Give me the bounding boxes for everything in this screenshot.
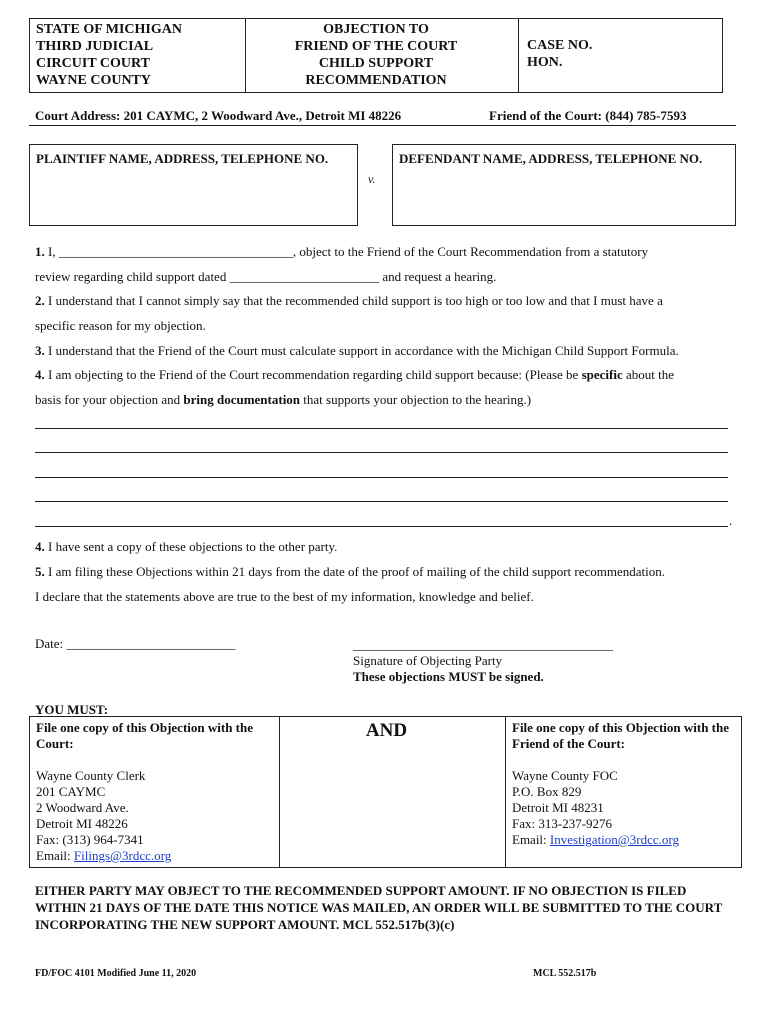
- objection-reason-line[interactable]: [35, 526, 728, 527]
- objection-reason-line[interactable]: [35, 452, 728, 453]
- court-address-line: Wayne County Clerk: [36, 768, 146, 783]
- item1-line1[interactable]: [35, 244, 735, 260]
- title-line: FRIEND OF THE COURT: [294, 39, 458, 54]
- item-text: about the: [622, 367, 674, 382]
- court-line: STATE OF MICHIGAN: [36, 22, 182, 37]
- court-name: [30, 19, 246, 92]
- warning-notice: EITHER PARTY MAY OBJECT TO THE RECOMMENDED SUPPORT AMOUNT. IF NO OBJECTION IS FILED WITHIN 21 DAYS OF THE DATE THIS NOTICE WAS MAILED, AN ORDER WILL BE SUBMITTED TO THE COURT INCORPORATING THE NEW SUPPORT AMOUNT. MCL 552.517b(3)(c): [35, 883, 723, 932]
- objection-reason-line[interactable]: [35, 477, 728, 478]
- item-number: 4.: [35, 367, 45, 382]
- emphasis: bring documentation: [183, 392, 301, 407]
- foc-fax: Fax: 313-237-9276: [512, 816, 613, 831]
- foc-email-link[interactable]: Investigation@3rdcc.org: [549, 832, 679, 847]
- court-fax: Fax: (313) 964-7341: [36, 832, 144, 847]
- court-address-line: 2 Woodward Ave.: [36, 800, 129, 815]
- item-text: I understand that the Friend of the Court must calculate support in accordance with the Michigan Child Support Formula.: [44, 343, 679, 358]
- signature-note: These objections MUST be signed.: [353, 669, 544, 684]
- defendant-label: DEFENDANT NAME, ADDRESS, TELEPHONE NO.: [399, 151, 703, 166]
- item-text: I am filing these Objections within 21 days from the date of the proof of mailing of the child support recommendation.: [44, 564, 665, 579]
- item-text: I have sent a copy of these objections to the other party.: [44, 539, 338, 554]
- date-field[interactable]: Date: __________________________: [35, 636, 236, 651]
- objection-reason-line[interactable]: [35, 501, 728, 502]
- item-text: I am objecting to the Friend of the Court recommendation regarding child support because: (Please be: [44, 367, 582, 382]
- item-text: I understand that I cannot simply say that the recommended child support is too high or too low and that I must have a: [44, 293, 663, 308]
- foc-address-line: Wayne County FOC: [512, 768, 618, 783]
- end-period: .: [729, 513, 733, 528]
- foc-email-row: [512, 832, 735, 848]
- signature-line[interactable]: ________________________________________: [353, 637, 613, 652]
- title-line: OBJECTION TO: [323, 22, 429, 37]
- statute-ref: MCL 552.517b: [533, 968, 597, 979]
- email-label: Email:: [512, 832, 550, 847]
- versus-label: v.: [368, 172, 376, 186]
- item4b: [35, 539, 735, 555]
- court-line: THIRD JUDICIAL: [36, 39, 154, 54]
- item-text: basis for your objection and: [35, 392, 184, 407]
- title-line: CHILD SUPPORT: [318, 56, 434, 71]
- court-address: Court Address: 201 CAYMC, 2 Woodward Ave., Detroit MI 48226: [35, 108, 402, 123]
- plaintiff-box[interactable]: [29, 144, 358, 226]
- and-label: AND: [365, 720, 408, 741]
- item-number: 5.: [35, 564, 45, 579]
- court-line: WAYNE COUNTY: [36, 73, 152, 88]
- item2-line1: [35, 293, 735, 309]
- case-info[interactable]: [519, 19, 722, 92]
- foc-filing-column: [506, 717, 741, 867]
- foc-filing-title: File one copy of this Objection with the Friend of the Court:: [512, 720, 730, 751]
- item2-line2: specific reason for my objection.: [35, 318, 206, 333]
- foc-address-line: P.O. Box 829: [512, 784, 582, 799]
- item5: [35, 564, 735, 580]
- item-text: that supports your objection to the hearing.): [300, 392, 532, 407]
- court-address-line: Detroit MI 48226: [36, 816, 128, 831]
- item1-line2[interactable]: review regarding child support dated _______________________ and request a hearing.: [35, 269, 497, 284]
- item-number: 1.: [35, 244, 45, 259]
- court-email-link[interactable]: Filings@3rdcc.org: [73, 848, 172, 863]
- form-title: [234, 19, 519, 92]
- declaration: I declare that the statements above are true to the best of my information, knowledge and belief.: [35, 589, 534, 604]
- plaintiff-label: PLAINTIFF NAME, ADDRESS, TELEPHONE NO.: [36, 151, 329, 166]
- objection-reason-line[interactable]: [35, 428, 728, 429]
- signature-label: Signature of Objecting Party: [353, 653, 503, 668]
- court-email-row: [36, 848, 273, 864]
- court-filing-column: [30, 717, 280, 867]
- filing-instructions-box: [29, 716, 742, 868]
- court-address-line: 201 CAYMC: [36, 784, 106, 799]
- case-number-label: CASE NO.: [527, 38, 593, 53]
- item-text: I, ____________________________________, object to the Friend of the Court Recommendation from a statutory: [44, 244, 649, 259]
- foc-phone: Friend of the Court: (844) 785-7593: [489, 108, 687, 123]
- court-filing-title: File one copy of this Objection with the Court:: [36, 720, 254, 751]
- form-id: FD/FOC 4101 Modified June 11, 2020: [35, 968, 197, 979]
- judge-label: HON.: [527, 55, 563, 70]
- court-line: CIRCUIT COURT: [36, 56, 150, 71]
- item-number: 3.: [35, 343, 45, 358]
- item-number: 2.: [35, 293, 45, 308]
- email-label: Email:: [36, 848, 74, 863]
- title-line: RECOMMENDATION: [305, 73, 447, 88]
- item4-line1: [35, 367, 735, 383]
- you-must-label: YOU MUST:: [35, 702, 109, 717]
- item4-line2: [35, 392, 735, 408]
- foc-address-line: Detroit MI 48231: [512, 800, 604, 815]
- emphasis: specific: [581, 367, 623, 382]
- item-number: 4.: [35, 539, 45, 554]
- header-box: [29, 18, 723, 93]
- defendant-box[interactable]: [392, 144, 736, 226]
- divider: [29, 125, 736, 126]
- item3: [35, 343, 735, 359]
- and-column: [268, 717, 506, 867]
